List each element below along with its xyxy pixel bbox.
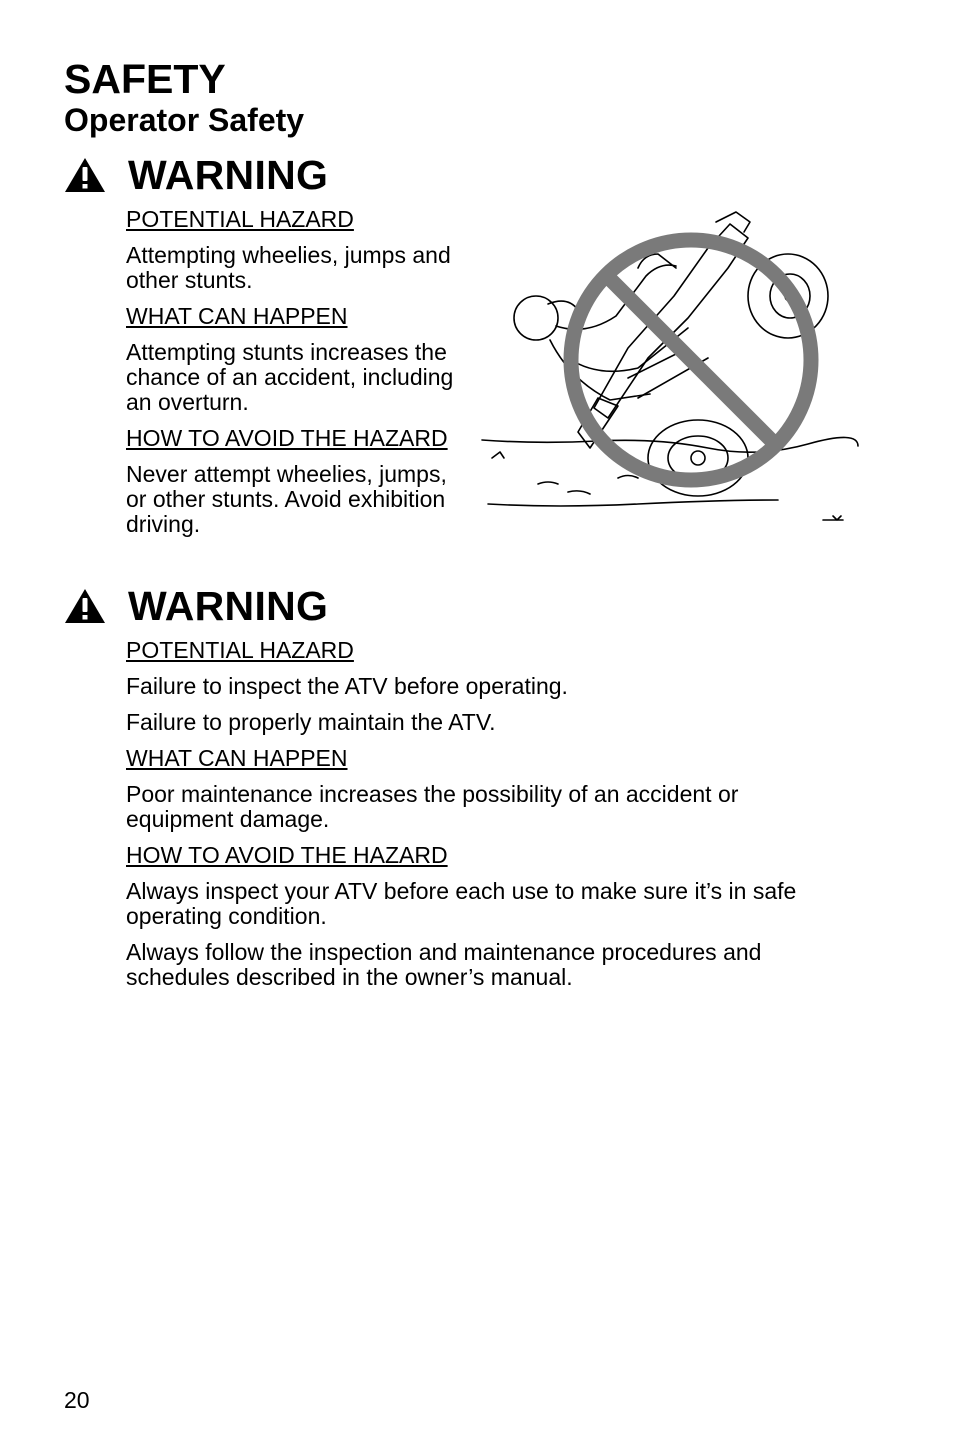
warning-1-body xyxy=(126,207,456,548)
how-to-avoid-text: Never attempt wheelies, jumps, or other stunts. Avoid exhibition driving. xyxy=(126,461,447,537)
warning-title: WARNING xyxy=(128,582,329,629)
what-can-happen-label: WHAT CAN HAPPEN xyxy=(126,303,348,329)
prohibition-sign-icon xyxy=(571,240,811,480)
potential-hazard-text: Failure to inspect the ATV before operating. xyxy=(126,673,568,699)
warning-triangle-icon xyxy=(64,588,106,624)
what-can-happen-label: WHAT CAN HAPPEN xyxy=(126,745,348,771)
potential-hazard-text: Attempting wheelies, jumps and other stunts. xyxy=(126,242,451,293)
how-to-avoid-text: Always inspect your ATV before each use to make sure it’s in safe operating condition. xyxy=(126,878,797,929)
what-can-happen-text: Poor maintenance increases the possibility of an accident or equipment damage. xyxy=(126,781,739,832)
warning-title: WARNING xyxy=(128,151,329,198)
warning-heading-1 xyxy=(64,152,328,198)
how-to-avoid-label: HOW TO AVOID THE HAZARD xyxy=(126,842,448,868)
warning-triangle-icon xyxy=(64,157,106,193)
warning-heading-2 xyxy=(64,583,328,629)
warning-2-body xyxy=(126,638,846,1001)
potential-hazard-text: Failure to properly maintain the ATV. xyxy=(126,709,496,735)
potential-hazard-label: POTENTIAL HAZARD xyxy=(126,206,354,232)
atv-wheelie-prohibited-illustration xyxy=(478,208,863,530)
what-can-happen-text: Attempting stunts increases the chance of an accident, including an overturn. xyxy=(126,339,454,415)
how-to-avoid-label: HOW TO AVOID THE HAZARD xyxy=(126,425,448,451)
page-subtitle: Operator Safety xyxy=(64,102,305,138)
page-title: SAFETY xyxy=(64,56,226,102)
page-number: 20 xyxy=(64,1387,90,1413)
how-to-avoid-text: Always follow the inspection and maintenance procedures and schedules described in the owner’s manual. xyxy=(126,939,762,990)
potential-hazard-label: POTENTIAL HAZARD xyxy=(126,637,354,663)
